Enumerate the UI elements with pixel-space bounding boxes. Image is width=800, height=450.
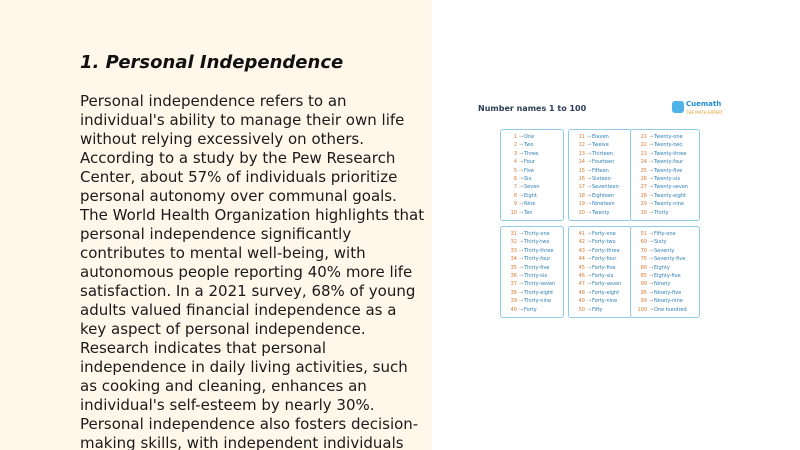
number-value: 75 <box>640 256 647 263</box>
arrow-icon: → <box>519 264 524 271</box>
table-row <box>635 238 695 246</box>
table-row <box>573 238 627 246</box>
table-row <box>635 289 695 297</box>
arrow-icon: → <box>587 281 592 288</box>
number-name: Thirty-eight <box>524 289 554 296</box>
table-row <box>505 297 559 305</box>
arrow-icon: → <box>649 289 654 296</box>
number-value: 32 <box>510 239 517 246</box>
number-value: 7 <box>513 184 517 191</box>
table-row <box>573 272 627 280</box>
number-table-5 <box>568 226 632 318</box>
number-value: 37 <box>510 281 517 288</box>
table-row <box>573 289 627 297</box>
arrow-icon: → <box>587 159 592 166</box>
number-name: Fifteen <box>592 167 609 174</box>
arrow-icon: → <box>587 184 592 191</box>
arrow-icon: → <box>649 264 654 271</box>
number-name: Forty <box>524 306 537 313</box>
image-panel <box>432 0 800 450</box>
number-value: 24 <box>640 159 647 166</box>
number-value: 10 <box>510 209 517 216</box>
number-value: 90 <box>640 281 647 288</box>
number-table-6 <box>630 226 700 318</box>
table-row <box>505 175 559 183</box>
arrow-icon: → <box>519 150 524 157</box>
arrow-icon: → <box>649 231 654 237</box>
number-value: 70 <box>640 247 647 254</box>
table-row <box>573 247 627 255</box>
number-value: 26 <box>640 175 647 182</box>
number-name: Twenty-nine <box>654 201 684 208</box>
number-value: 46 <box>578 272 585 279</box>
table-row <box>573 264 627 272</box>
number-name: Seventy-five <box>654 256 686 263</box>
table-row <box>635 141 695 149</box>
number-value: 41 <box>578 231 585 237</box>
number-value: 28 <box>640 192 647 199</box>
number-name: Twenty-three <box>654 150 687 157</box>
number-name: Fifty <box>592 306 603 313</box>
number-table-4 <box>500 226 564 318</box>
number-name: Ninety-nine <box>654 298 683 305</box>
section-paragraph: Personal independence refers to an individual's ability to manage their own life without relying excessively on others. According to a study by the Pew Research Center, about 57% of individuals prioritize personal autonomy over communal goals. The World Health Organization highlights that personal independence significantly contributes to mental well-being, with autonomous people reporting 40% more life satisfaction. In a 2021 survey, 68% of young adults valued financial independence as a key aspect of personal independence. Research indicates that personal independence in daily living activities, such as cooking and cleaning, enhances an individual's self-esteem by nearly 30%. Personal independence also fosters decision-making skills, with independent individuals <box>80 92 425 450</box>
arrow-icon: → <box>587 167 592 174</box>
arrow-icon: → <box>649 256 654 263</box>
arrow-icon: → <box>649 159 654 166</box>
number-table-3 <box>630 129 700 221</box>
table-row <box>573 192 627 200</box>
arrow-icon: → <box>519 247 524 254</box>
number-name: Twelve <box>592 142 609 149</box>
number-name: Thirty-nine <box>524 298 552 305</box>
number-name: Forty-one <box>592 231 616 237</box>
number-name: Forty-seven <box>592 281 622 288</box>
arrow-icon: → <box>519 256 524 263</box>
arrow-icon: → <box>519 167 524 174</box>
number-value: 43 <box>578 247 585 254</box>
number-name: Thirty-three <box>524 247 554 254</box>
number-value: 85 <box>640 272 647 279</box>
number-name: Seventy <box>654 247 675 254</box>
number-value: 34 <box>510 256 517 263</box>
arrow-icon: → <box>587 239 592 246</box>
number-value: 100 <box>637 306 647 313</box>
number-name: Forty-six <box>592 272 614 279</box>
number-name: One hundred <box>654 306 687 313</box>
number-name: Two <box>524 142 534 149</box>
table-row <box>573 183 627 191</box>
number-value: 16 <box>578 175 585 182</box>
table-row <box>635 209 695 217</box>
number-value: 39 <box>510 298 517 305</box>
number-value: 8 <box>513 192 517 199</box>
arrow-icon: → <box>649 175 654 182</box>
table-row <box>505 230 559 238</box>
number-name: Thirty-six <box>524 272 548 279</box>
arrow-icon: → <box>587 306 592 313</box>
number-name: Sixty <box>654 239 667 246</box>
number-name: Twenty <box>592 209 610 216</box>
table-row <box>573 158 627 166</box>
number-name: Fourteen <box>592 159 615 166</box>
table-row <box>505 150 559 158</box>
table-row <box>635 264 695 272</box>
number-value: 40 <box>510 306 517 313</box>
number-name: Forty-four <box>592 256 617 263</box>
table-row <box>573 167 627 175</box>
number-name: Forty-eight <box>592 289 620 296</box>
number-name: Eighty-five <box>654 272 681 279</box>
number-value: 47 <box>578 281 585 288</box>
number-names-title: Number names 1 to 100 <box>478 104 587 113</box>
number-value: 11 <box>578 134 585 140</box>
arrow-icon: → <box>587 289 592 296</box>
arrow-icon: → <box>649 192 654 199</box>
number-name: Eighty <box>654 264 670 271</box>
arrow-icon: → <box>649 247 654 254</box>
table-row <box>505 264 559 272</box>
number-value: 4 <box>513 159 517 166</box>
number-value: 51 <box>640 231 647 237</box>
arrow-icon: → <box>519 231 524 237</box>
number-name: One <box>524 134 535 140</box>
table-row <box>505 192 559 200</box>
number-value: 95 <box>640 289 647 296</box>
number-name: Ninety-five <box>654 289 682 296</box>
arrow-icon: → <box>649 281 654 288</box>
section-heading: 1. Personal Independence <box>80 52 344 73</box>
number-value: 48 <box>578 289 585 296</box>
number-name: Nine <box>524 201 536 208</box>
table-row <box>635 306 695 314</box>
table-row <box>635 183 695 191</box>
number-name: Twenty-six <box>654 175 681 182</box>
number-value: 45 <box>578 264 585 271</box>
number-value: 13 <box>578 150 585 157</box>
table-row <box>505 289 559 297</box>
table-row <box>635 200 695 208</box>
table-row <box>505 141 559 149</box>
number-name: Eight <box>524 192 537 199</box>
table-row <box>573 175 627 183</box>
arrow-icon: → <box>587 256 592 263</box>
table-row <box>505 272 559 280</box>
number-name: Five <box>524 167 534 174</box>
logo-tagline: THE MATH EXPERT <box>686 110 723 115</box>
cuemath-logo <box>672 100 732 120</box>
number-value: 33 <box>510 247 517 254</box>
number-value: 25 <box>640 167 647 174</box>
number-name: Thirty-one <box>524 231 550 237</box>
table-row <box>635 192 695 200</box>
number-table-1 <box>500 129 564 221</box>
arrow-icon: → <box>587 209 592 216</box>
table-row <box>635 175 695 183</box>
arrow-icon: → <box>587 247 592 254</box>
table-row <box>635 230 695 238</box>
number-name: Thirty-five <box>524 264 550 271</box>
table-row <box>505 183 559 191</box>
logo-name: Cuemath <box>686 100 722 108</box>
arrow-icon: → <box>587 201 592 208</box>
arrow-icon: → <box>649 298 654 305</box>
number-value: 36 <box>510 272 517 279</box>
number-value: 18 <box>578 192 585 199</box>
number-name: Forty-two <box>592 239 616 246</box>
arrow-icon: → <box>649 239 654 246</box>
table-row <box>635 272 695 280</box>
table-row <box>635 247 695 255</box>
number-value: 15 <box>578 167 585 174</box>
number-value: 35 <box>510 264 517 271</box>
number-value: 42 <box>578 239 585 246</box>
table-row <box>573 200 627 208</box>
number-value: 12 <box>578 142 585 149</box>
number-name: Thirteen <box>592 150 613 157</box>
table-row <box>573 306 627 314</box>
number-name: Seventeen <box>592 184 619 191</box>
number-name: Ninety <box>654 281 671 288</box>
table-row <box>573 141 627 149</box>
number-name: Forty-five <box>592 264 616 271</box>
number-value: 1 <box>513 134 517 140</box>
arrow-icon: → <box>519 298 524 305</box>
number-name: Seven <box>524 184 540 191</box>
arrow-icon: → <box>519 289 524 296</box>
number-value: 44 <box>578 256 585 263</box>
number-name: Twenty-five <box>654 167 683 174</box>
table-row <box>573 297 627 305</box>
number-value: 29 <box>640 201 647 208</box>
number-name: Twenty-one <box>654 134 683 140</box>
number-value: 14 <box>578 159 585 166</box>
arrow-icon: → <box>587 150 592 157</box>
arrow-icon: → <box>649 184 654 191</box>
number-name: Thirty-seven <box>524 281 556 288</box>
arrow-icon: → <box>519 159 524 166</box>
arrow-icon: → <box>587 175 592 182</box>
table-row <box>505 280 559 288</box>
number-name: Sixteen <box>592 175 611 182</box>
number-name: Twenty-four <box>654 159 684 166</box>
arrow-icon: → <box>649 142 654 149</box>
table-row <box>505 133 559 141</box>
number-value: 5 <box>513 167 517 174</box>
arrow-icon: → <box>519 142 524 149</box>
number-name: Ten <box>524 209 533 216</box>
number-value: 23 <box>640 150 647 157</box>
arrow-icon: → <box>519 192 524 199</box>
table-row <box>635 150 695 158</box>
arrow-icon: → <box>649 201 654 208</box>
table-row <box>573 209 627 217</box>
arrow-icon: → <box>649 272 654 279</box>
number-value: 49 <box>578 298 585 305</box>
arrow-icon: → <box>587 192 592 199</box>
number-name: Fifty-one <box>654 231 676 237</box>
arrow-icon: → <box>519 272 524 279</box>
number-name: Four <box>524 159 535 166</box>
arrow-icon: → <box>519 306 524 313</box>
number-name: Thirty-two <box>524 239 550 246</box>
number-value: 30 <box>640 209 647 216</box>
number-value: 60 <box>640 239 647 246</box>
number-value: 3 <box>513 150 517 157</box>
number-name: Twenty-two <box>654 142 683 149</box>
table-row <box>573 133 627 141</box>
number-name: Twenty-seven <box>654 184 689 191</box>
number-value: 9 <box>513 201 517 208</box>
number-value: 22 <box>640 142 647 149</box>
number-value: 2 <box>513 142 517 149</box>
table-row <box>505 238 559 246</box>
number-value: 20 <box>578 209 585 216</box>
number-name: Forty-nine <box>592 298 618 305</box>
table-row <box>505 167 559 175</box>
arrow-icon: → <box>587 231 592 237</box>
arrow-icon: → <box>587 134 592 140</box>
arrow-icon: → <box>649 209 654 216</box>
table-row <box>505 158 559 166</box>
table-row <box>505 247 559 255</box>
number-name: Thirty-four <box>524 256 551 263</box>
number-value: 27 <box>640 184 647 191</box>
table-row <box>635 167 695 175</box>
number-value: 19 <box>578 201 585 208</box>
table-row <box>635 255 695 263</box>
table-row <box>573 150 627 158</box>
table-row <box>505 209 559 217</box>
number-value: 38 <box>510 289 517 296</box>
arrow-icon: → <box>649 150 654 157</box>
number-name: Eleven <box>592 134 609 140</box>
number-name: Thirty <box>654 209 669 216</box>
number-value: 50 <box>578 306 585 313</box>
number-name: Eighteen <box>592 192 615 199</box>
arrow-icon: → <box>519 184 524 191</box>
number-value: 17 <box>578 184 585 191</box>
table-row <box>505 306 559 314</box>
table-row <box>635 158 695 166</box>
arrow-icon: → <box>587 272 592 279</box>
arrow-icon: → <box>649 306 654 313</box>
number-name: Three <box>524 150 539 157</box>
number-name: Nineteen <box>592 201 615 208</box>
table-row <box>573 255 627 263</box>
number-value: 6 <box>513 175 517 182</box>
arrow-icon: → <box>587 298 592 305</box>
arrow-icon: → <box>519 239 524 246</box>
number-name: Forty-three <box>592 247 620 254</box>
number-value: 31 <box>510 231 517 237</box>
table-row <box>635 280 695 288</box>
number-value: 21 <box>640 134 647 140</box>
arrow-icon: → <box>519 281 524 288</box>
arrow-icon: → <box>519 209 524 216</box>
number-name: Six <box>524 175 532 182</box>
arrow-icon: → <box>587 264 592 271</box>
rocket-icon <box>672 101 684 113</box>
table-row <box>635 297 695 305</box>
number-table-2 <box>568 129 632 221</box>
number-value: 99 <box>640 298 647 305</box>
arrow-icon: → <box>519 201 524 208</box>
table-row <box>573 230 627 238</box>
arrow-icon: → <box>519 175 524 182</box>
arrow-icon: → <box>519 134 524 140</box>
arrow-icon: → <box>587 142 592 149</box>
arrow-icon: → <box>649 167 654 174</box>
table-row <box>505 255 559 263</box>
table-row <box>573 280 627 288</box>
number-name: Twenty-eight <box>654 192 686 199</box>
number-value: 80 <box>640 264 647 271</box>
table-row <box>635 133 695 141</box>
table-row <box>505 200 559 208</box>
arrow-icon: → <box>649 134 654 140</box>
